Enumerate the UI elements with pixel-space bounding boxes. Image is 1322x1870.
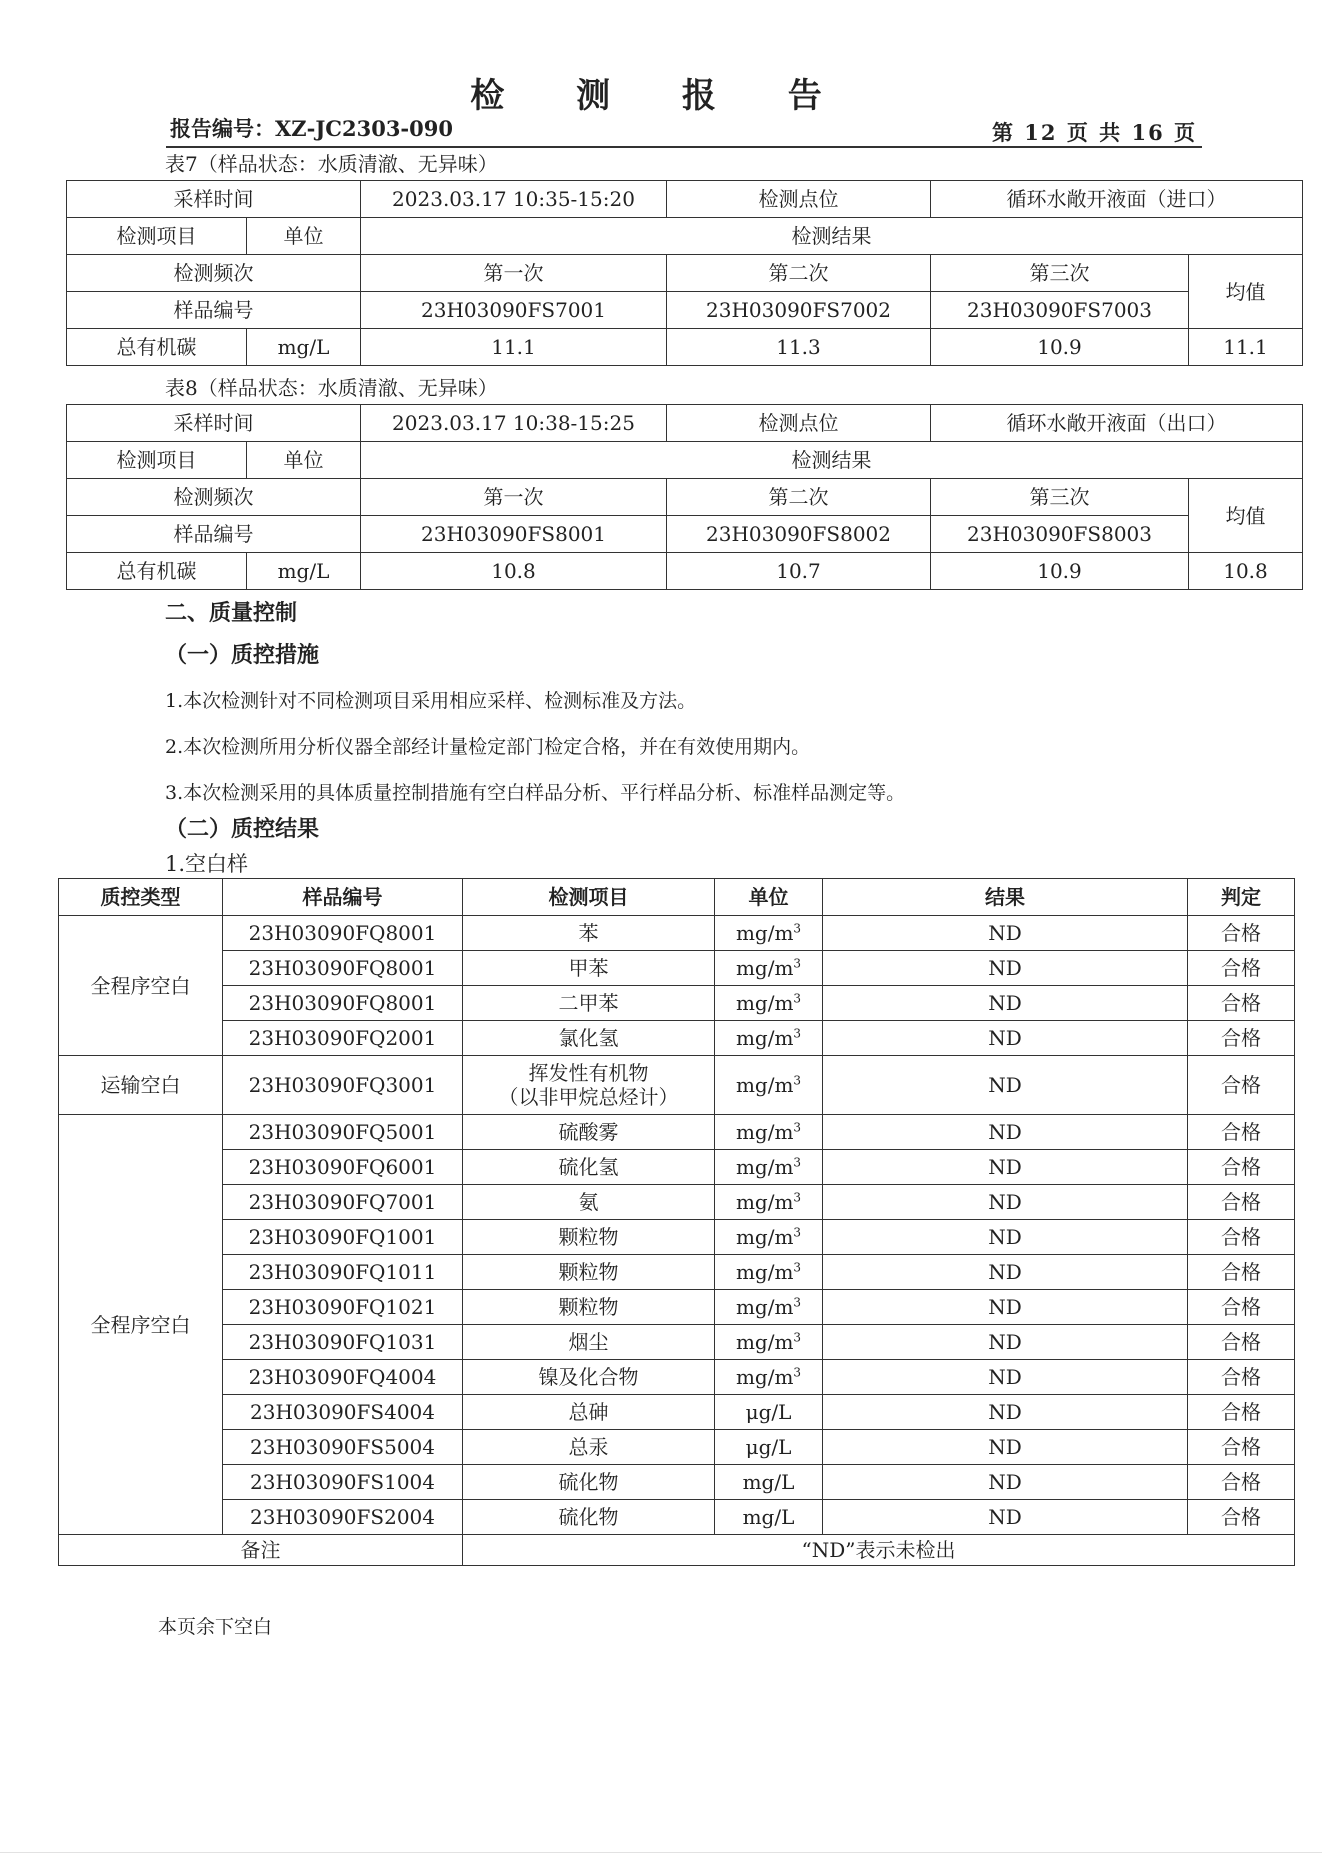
unit-cell (715, 1056, 823, 1115)
item-cell (463, 1220, 715, 1255)
item-label: 检测项目 (67, 442, 247, 479)
unit-text: mg/m (735, 921, 794, 945)
result-cell: ND (823, 1056, 1188, 1115)
sample-no-cell: 23H03090FQ7001 (223, 1185, 463, 1220)
item-line: 烟尘 (568, 1330, 609, 1354)
sampling-time-label: 采样时间 (67, 405, 361, 442)
sample-no-1: 23H03090FS7001 (361, 292, 667, 329)
unit-label: 单位 (247, 442, 361, 479)
judge-cell: 合格 (1188, 1500, 1295, 1535)
item-cell (463, 1185, 715, 1220)
sample-no-cell: 23H03090FS4004 (223, 1395, 463, 1430)
freq-2: 第二次 (667, 255, 931, 292)
item-cell (463, 1465, 715, 1500)
unit-cell (715, 1185, 823, 1220)
table-row (59, 1115, 1295, 1150)
table-row (59, 1325, 1295, 1360)
qc-header-row (59, 879, 1295, 916)
result-cell: ND (823, 1255, 1188, 1290)
measure-3: 3.本次检测采用的具体质量控制措施有空白样品分析、平行样品分析、标准样品测定等。 (165, 782, 906, 804)
item-unit: mg/L (247, 553, 361, 590)
sample-no-cell: 23H03090FS1004 (223, 1465, 463, 1500)
qc-table (58, 878, 1295, 1566)
table-row (59, 1290, 1295, 1325)
unit-cell (715, 1150, 823, 1185)
unit-superscript: 3 (793, 1365, 802, 1380)
point-label: 检测点位 (667, 181, 931, 218)
item-line: 硫化物 (558, 1470, 619, 1494)
judge-cell: 合格 (1188, 1325, 1295, 1360)
unit-superscript: 3 (793, 1260, 802, 1275)
footer-divider (0, 1852, 1322, 1853)
report-title: 检 测 报 告 (470, 76, 852, 116)
item-cell (463, 951, 715, 986)
unit-text: mg/m (735, 1026, 794, 1050)
unit-superscript: 3 (793, 1190, 802, 1205)
item-cell (463, 1360, 715, 1395)
qc-type-cell: 全程序空白 (59, 1115, 223, 1535)
sample-no-cell: 23H03090FQ1031 (223, 1325, 463, 1360)
table-row (59, 1255, 1295, 1290)
unit-text: mg/m (735, 1330, 794, 1354)
sample-no-2: 23H03090FS7002 (667, 292, 931, 329)
item-cell (463, 1150, 715, 1185)
unit-superscript: 3 (793, 956, 802, 971)
sample-no-cell: 23H03090FS5004 (223, 1430, 463, 1465)
judge-cell: 合格 (1188, 1220, 1295, 1255)
judge-cell: 合格 (1188, 1021, 1295, 1056)
sampling-time: 2023.03.17 10:35-15:20 (361, 181, 667, 218)
table-row (59, 1185, 1295, 1220)
result-cell: ND (823, 1185, 1188, 1220)
sample-no-3: 23H03090FS7003 (931, 292, 1189, 329)
unit-superscript: 3 (793, 991, 802, 1006)
table-row (59, 951, 1295, 986)
table-row (59, 1021, 1295, 1056)
item-cell (463, 1430, 715, 1465)
table-row (59, 1360, 1295, 1395)
sample-no-1: 23H03090FS8001 (361, 516, 667, 553)
result-cell: ND (823, 986, 1188, 1021)
unit-cell (715, 1500, 823, 1535)
qc-type-cell: 全程序空白 (59, 916, 223, 1056)
item-line: 二甲苯 (558, 991, 619, 1015)
item-cell (463, 986, 715, 1021)
avg-label: 均值 (1189, 255, 1303, 329)
header-unit: 单位 (715, 879, 823, 916)
unit-cell (715, 1465, 823, 1500)
item-cell (463, 1500, 715, 1535)
item-name: 总有机碳 (67, 553, 247, 590)
table-row (59, 1465, 1295, 1500)
item-name: 总有机碳 (67, 329, 247, 366)
remark-row (59, 1535, 1295, 1566)
judge-cell: 合格 (1188, 916, 1295, 951)
item-line: 颗粒物 (558, 1225, 619, 1249)
judge-cell: 合格 (1188, 1465, 1295, 1500)
point-value: 循环水敞开液面（进口） (931, 181, 1303, 218)
unit-superscript: 3 (793, 1073, 802, 1088)
result-cell: ND (823, 1150, 1188, 1185)
result-cell: ND (823, 1021, 1188, 1056)
unit-text: mg/m (735, 1073, 794, 1097)
sample-no-cell: 23H03090FQ8001 (223, 951, 463, 986)
item-line: 甲苯 (568, 956, 609, 980)
section-results-title: （二）质控结果 (165, 816, 320, 842)
result-cell: ND (823, 1430, 1188, 1465)
result-cell: ND (823, 1360, 1188, 1395)
result-cell: ND (823, 1115, 1188, 1150)
judge-cell: 合格 (1188, 1360, 1295, 1395)
unit-cell (715, 1325, 823, 1360)
unit-superscript: 3 (793, 1295, 802, 1310)
unit-cell (715, 1255, 823, 1290)
unit-cell (715, 1220, 823, 1255)
unit-superscript: 3 (793, 921, 802, 936)
value-1: 11.1 (361, 329, 667, 366)
freq-label: 检测频次 (67, 479, 361, 516)
item-cell (463, 1395, 715, 1430)
value-1: 10.8 (361, 553, 667, 590)
judge-cell: 合格 (1188, 1430, 1295, 1465)
freq-2: 第二次 (667, 479, 931, 516)
sampling-time: 2023.03.17 10:38-15:25 (361, 405, 667, 442)
report-number: 报告编号：XZ-JC2303-090 (170, 116, 453, 141)
result-cell: ND (823, 951, 1188, 986)
unit-text: mg/m (735, 956, 794, 980)
item-line: 氯化氢 (558, 1026, 619, 1050)
sample-no-label: 样品编号 (67, 516, 361, 553)
unit-text: mg/m (735, 1190, 794, 1214)
measure-2: 2.本次检测所用分析仪器全部经计量检定部门检定合格，并在有效使用期内。 (165, 736, 811, 758)
item-line: 总砷 (568, 1400, 609, 1424)
judge-cell: 合格 (1188, 1150, 1295, 1185)
item-line: 硫化氢 (558, 1155, 619, 1179)
item-line: 硫化物 (558, 1505, 619, 1529)
judge-cell: 合格 (1188, 1056, 1295, 1115)
sampling-time-label: 采样时间 (67, 181, 361, 218)
result-label: 检测结果 (361, 218, 1303, 255)
table-row (59, 1430, 1295, 1465)
table-row (59, 1056, 1295, 1115)
sample-no-cell: 23H03090FQ3001 (223, 1056, 463, 1115)
unit-cell (715, 916, 823, 951)
end-note: 本页余下空白 (158, 1616, 273, 1638)
header-sample-no: 样品编号 (223, 879, 463, 916)
header-judge: 判定 (1188, 879, 1295, 916)
unit-text: mg/m (735, 1225, 794, 1249)
unit-text: mg/m (735, 1260, 794, 1284)
table7-caption: 表7（样品状态：水质清澈、无异味） (165, 152, 498, 176)
measure-1: 1.本次检测针对不同检测项目采用相应采样、检测标准及方法。 (165, 690, 697, 712)
freq-1: 第一次 (361, 255, 667, 292)
item-line: 总汞 (568, 1435, 609, 1459)
item-line: 镍及化合物 (538, 1365, 639, 1389)
result-cell: ND (823, 916, 1188, 951)
sample-no-cell: 23H03090FQ4004 (223, 1360, 463, 1395)
table-row (59, 916, 1295, 951)
blank-sample-title: 1.空白样 (165, 852, 249, 876)
sample-no-2: 23H03090FS8002 (667, 516, 931, 553)
value-3: 10.9 (931, 329, 1189, 366)
item-line: 颗粒物 (558, 1295, 619, 1319)
sample-no-cell: 23H03090FQ1001 (223, 1220, 463, 1255)
judge-cell: 合格 (1188, 1395, 1295, 1430)
item-cell (463, 1021, 715, 1056)
freq-3: 第三次 (931, 255, 1189, 292)
avg-value: 10.8 (1189, 553, 1303, 590)
table-row (59, 1220, 1295, 1255)
judge-cell: 合格 (1188, 1255, 1295, 1290)
unit-text: mg/m (735, 1365, 794, 1389)
result-cell: ND (823, 1500, 1188, 1535)
table-row (59, 1395, 1295, 1430)
result-cell: ND (823, 1395, 1188, 1430)
item-line: 氨 (578, 1190, 599, 1214)
item-line: 苯 (578, 921, 599, 945)
unit-cell (715, 951, 823, 986)
sample-no-cell: 23H03090FQ6001 (223, 1150, 463, 1185)
point-value: 循环水敞开液面（出口） (931, 405, 1303, 442)
sample-no-cell: 23H03090FQ5001 (223, 1115, 463, 1150)
unit-text: μg/L (745, 1435, 792, 1459)
table-row (59, 986, 1295, 1021)
result-cell: ND (823, 1220, 1188, 1255)
judge-cell: 合格 (1188, 951, 1295, 986)
unit-superscript: 3 (793, 1026, 802, 1041)
judge-cell: 合格 (1188, 1115, 1295, 1150)
point-label: 检测点位 (667, 405, 931, 442)
item-cell (463, 916, 715, 951)
section-measures-title: （一）质控措施 (165, 642, 320, 668)
table8-caption: 表8（样品状态：水质清澈、无异味） (165, 376, 498, 400)
unit-text: mg/m (735, 1295, 794, 1319)
unit-cell (715, 1021, 823, 1056)
item-cell (463, 1325, 715, 1360)
unit-superscript: 3 (793, 1225, 802, 1240)
page-info: 第 12 页 共 16 页 (991, 120, 1197, 145)
qc-body (59, 916, 1295, 1535)
remark-text: “ND”表示未检出 (463, 1535, 1295, 1566)
unit-text: mg/L (742, 1470, 795, 1494)
value-3: 10.9 (931, 553, 1189, 590)
item-cell (463, 1290, 715, 1325)
judge-cell: 合格 (1188, 986, 1295, 1021)
result-cell: ND (823, 1290, 1188, 1325)
item-line-2: （以非甲烷总烃计） (498, 1085, 679, 1109)
table-row (59, 1500, 1295, 1535)
header-item: 检测项目 (463, 879, 715, 916)
result-label: 检测结果 (361, 442, 1303, 479)
value-2: 10.7 (667, 553, 931, 590)
unit-text: mg/m (735, 1155, 794, 1179)
sample-no-cell: 23H03090FQ1021 (223, 1290, 463, 1325)
unit-superscript: 3 (793, 1330, 802, 1345)
header-result: 结果 (823, 879, 1188, 916)
item-cell (463, 1056, 715, 1115)
unit-label: 单位 (247, 218, 361, 255)
item-line: 挥发性有机物 (528, 1061, 649, 1085)
item-line: 颗粒物 (558, 1260, 619, 1284)
sample-no-cell: 23H03090FQ8001 (223, 986, 463, 1021)
result-cell: ND (823, 1325, 1188, 1360)
unit-cell (715, 1115, 823, 1150)
avg-value: 11.1 (1189, 329, 1303, 366)
sample-no-cell: 23H03090FQ2001 (223, 1021, 463, 1056)
table-row (59, 1150, 1295, 1185)
sample-no-cell: 23H03090FS2004 (223, 1500, 463, 1535)
sample-no-3: 23H03090FS8003 (931, 516, 1189, 553)
item-cell (463, 1115, 715, 1150)
sample-no-label: 样品编号 (67, 292, 361, 329)
judge-cell: 合格 (1188, 1185, 1295, 1220)
item-cell (463, 1255, 715, 1290)
value-2: 11.3 (667, 329, 931, 366)
item-line: 硫酸雾 (558, 1120, 619, 1144)
avg-label: 均值 (1189, 479, 1303, 553)
remark-label: 备注 (59, 1535, 463, 1566)
item-unit: mg/L (247, 329, 361, 366)
unit-cell (715, 1395, 823, 1430)
unit-cell (715, 1360, 823, 1395)
sample-no-cell: 23H03090FQ1011 (223, 1255, 463, 1290)
unit-superscript: 3 (793, 1120, 802, 1135)
item-label: 检测项目 (67, 218, 247, 255)
table8 (66, 404, 1303, 590)
table7 (66, 180, 1303, 366)
unit-text: μg/L (745, 1400, 792, 1424)
section-quality-title: 二、质量控制 (165, 600, 298, 626)
freq-1: 第一次 (361, 479, 667, 516)
result-cell: ND (823, 1465, 1188, 1500)
header-qc-type: 质控类型 (59, 879, 223, 916)
sample-no-cell: 23H03090FQ8001 (223, 916, 463, 951)
qc-type-cell: 运输空白 (59, 1056, 223, 1115)
unit-cell (715, 1430, 823, 1465)
freq-3: 第三次 (931, 479, 1189, 516)
unit-text: mg/m (735, 1120, 794, 1144)
unit-superscript: 3 (793, 1155, 802, 1170)
unit-cell (715, 986, 823, 1021)
unit-cell (715, 1290, 823, 1325)
unit-text: mg/m (735, 991, 794, 1015)
unit-text: mg/L (742, 1505, 795, 1529)
judge-cell: 合格 (1188, 1290, 1295, 1325)
freq-label: 检测频次 (67, 255, 361, 292)
